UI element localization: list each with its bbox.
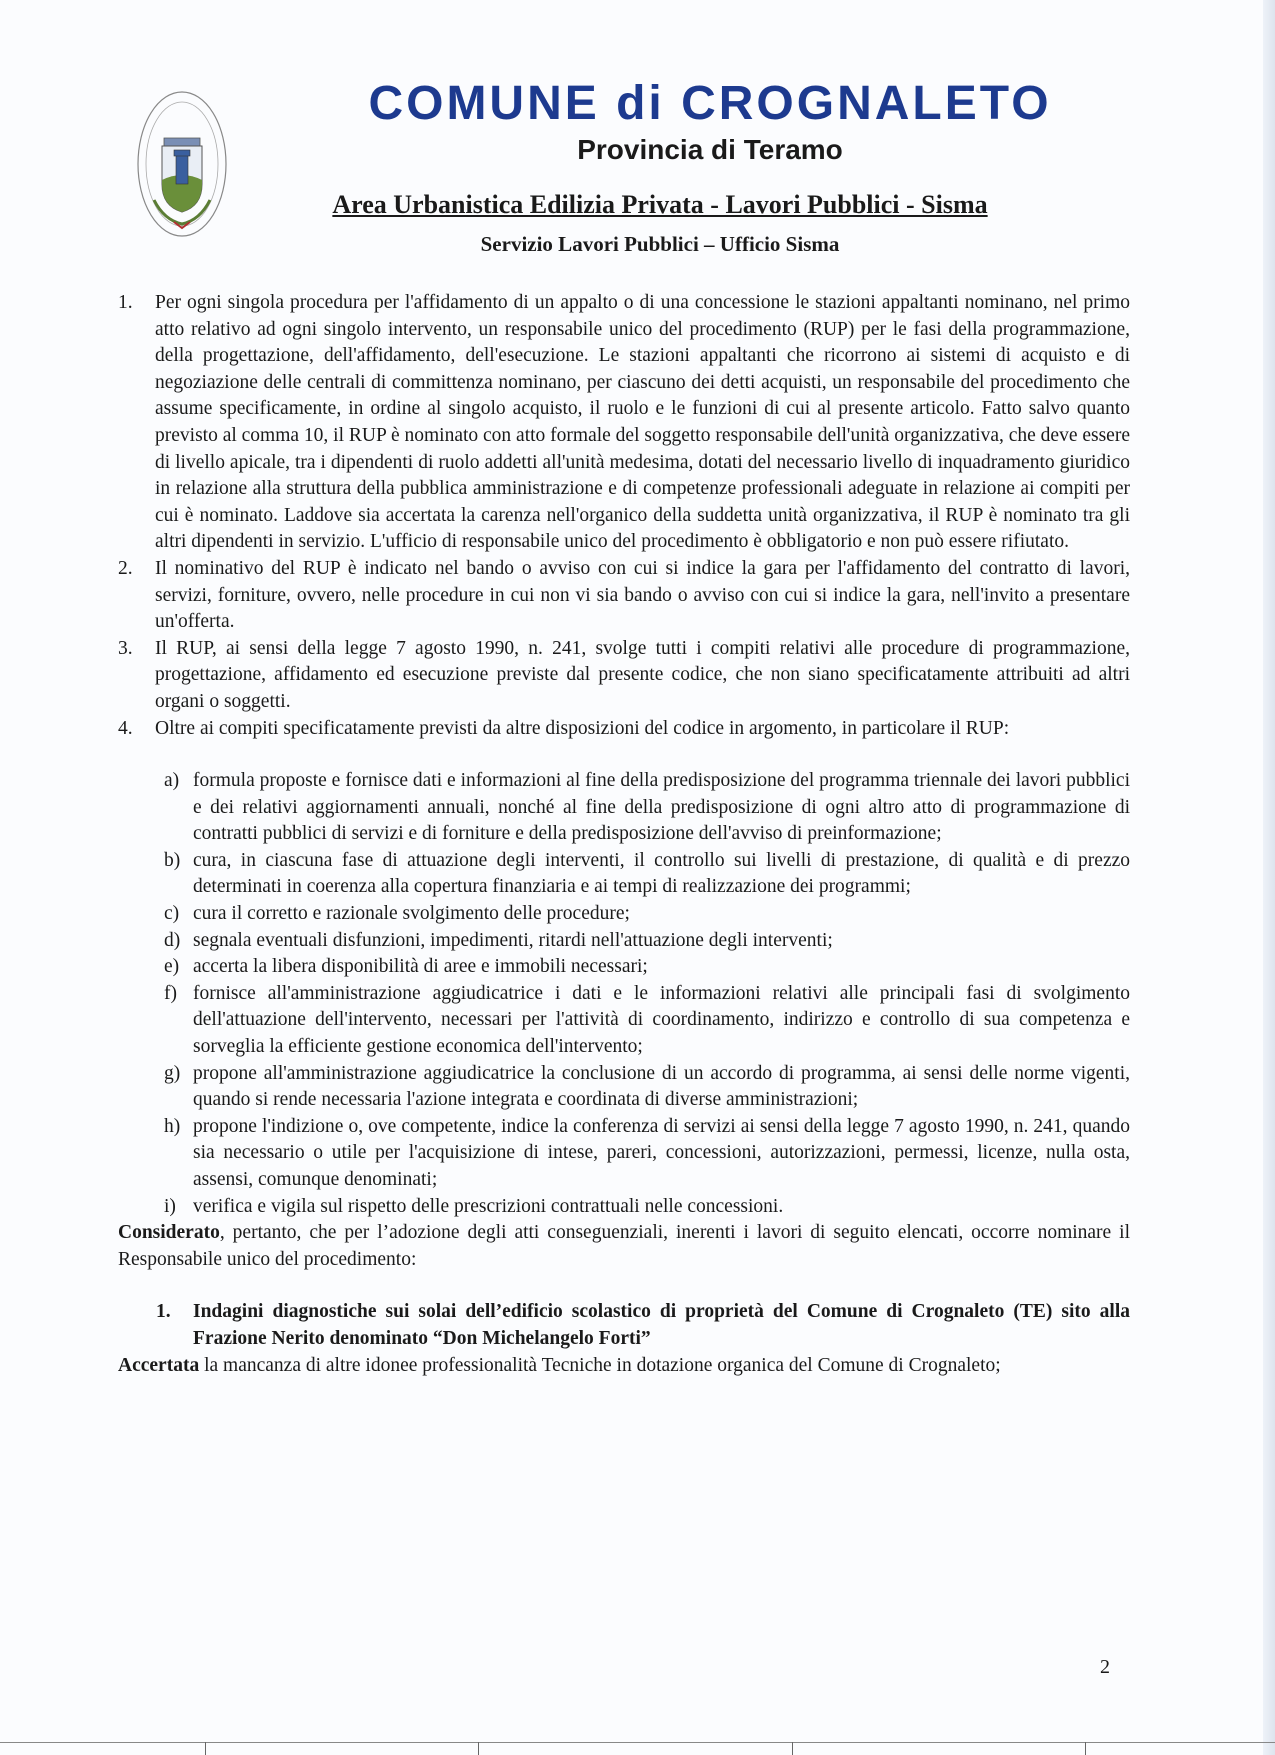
list-text: Oltre ai compiti specificatamente previsti da altre disposizioni del codice in argomento, in particolare il RUP: [155, 717, 1010, 739]
duty-item [164, 1114, 1130, 1194]
list-text: Per ogni singola procedura per l'affidamento di un appalto o di una concessione le stazioni appaltanti nominano, nel primo atto relativo ad ogni singolo intervento, un responsabile unico del procedimento (RUP) per le fasi della programmazione, della progettazione, dell'affidamento, dell'esecuzione. Le stazioni appaltanti che ricorrono ai sistemi di acquisto e di negoziazione delle centrali di committenza nominano, per ciascuno dei detti acquisti, un responsabile del procedimento che assume specificamente, in ordine al singolo acquisto, il ruolo e le funzioni di cui al presente articolo. Fatto salvo quanto previsto al comma 10, il RUP è nominato con atto formale del soggetto responsabile dell'unità organizzativa, che deve essere di livello apicale, tra i dipendenti di ruolo addetti all'unità medesima, dotati del necessario livello di inquadramento giuridico in relazione alla struttura della pubblica amministrazione e di competenze professionali adeguate in relazione ai compiti per cui è nominato. Laddove sia accertata la carenza nell'organico della suddetta unità organizzativa, il RUP è nominato tra gli altri dipendenti in servizio. L'ufficio di responsabile unico del procedimento è obbligatorio e non può essere rifiutato. [155, 292, 1130, 553]
duty-item [164, 768, 1130, 848]
duty-letter: g) [164, 1062, 181, 1084]
work-text: Indagini diagnostiche sui solai dell’edificio scolastico di proprietà del Comune di Crognaleto (TE) sito alla Frazione Nerito denominato “Don Michelangelo Forti” [193, 1301, 1130, 1349]
list-text: Il nominativo del RUP è indicato nel bando o avviso con cui si indice la gara per l'affidamento del contratto di lavori, servizi, forniture, ovvero, nelle procedure in cui non vi sia bando o avviso con cui si indice la gara, nell'invito a presentare un'offerta. [155, 557, 1130, 633]
duty-text: segnala eventuali disfunzioni, impedimenti, ritardi nell'attuazione degli interventi; [193, 929, 833, 951]
duty-item [164, 954, 1130, 981]
duty-item [164, 1061, 1130, 1114]
municipal-coat-of-arms-icon [136, 90, 228, 238]
department-area: Area Urbanistica Edilizia Privata - Lavori Pubblici - Sisma [332, 190, 988, 219]
duty-letter: c) [164, 903, 180, 925]
list-number: 2. [118, 557, 133, 579]
duty-text: fornisce all'amministrazione aggiudicatrice i dati e le informazioni relativi alle principali fasi di svolgimento dell'attuazione dell'intervento, necessari per l'attività di coordinamento, indirizzo e controllo di sua competenza e sorveglia la efficiente gestione economica dell'intervento; [193, 982, 1130, 1058]
work-number: 1. [156, 1301, 171, 1323]
duty-letter: b) [164, 849, 181, 871]
duty-text: cura, in ciascuna fase di attuazione degli interventi, il controllo sui livelli di prestazione, di qualità e di prezzo determinati in coerenza alla copertura finanziaria e ai tempi di realizzazione dei programmi; [193, 849, 1130, 898]
work-item [156, 1299, 1130, 1352]
rup-duties-list [118, 768, 1130, 1220]
list-item [118, 716, 1130, 743]
accertata-paragraph [118, 1353, 1130, 1380]
duty-item [164, 1194, 1130, 1221]
province-subtitle: Provincia di Teramo [577, 134, 843, 165]
service-office: Servizio Lavori Pubblici – Ufficio Sisma [480, 232, 840, 256]
duty-item [164, 981, 1130, 1061]
list-text: Il RUP, ai sensi della legge 7 agosto 1990, n. 241, svolge tutti i compiti relativi alle procedure di programmazione, progettazione, affidamento ed esecuzione previste dal presente codice, che non siano specificatamente attribuiti ad altri organi o soggetti. [155, 637, 1130, 712]
document-body [118, 290, 1130, 1379]
letterhead [0, 70, 1275, 270]
list-number: 4. [118, 717, 133, 739]
duty-text: accerta la libera disponibilità di aree e immobili necessari; [193, 956, 648, 978]
duty-text: verifica e vigila sul rispetto delle prescrizioni contrattuali nelle concessioni. [193, 1195, 784, 1217]
accertata-text: la mancanza di altre idonee professionalità Tecniche in dotazione organica del Comune di Crognaleto; [199, 1354, 1001, 1376]
considerato-keyword: Considerato [118, 1222, 220, 1244]
duty-text: propone l'indizione o, ove competente, indice la conferenza di servizi ai sensi della legge 7 agosto 1990, n. 241, quando sia necessario o utile per l'acquisizione di intese, pareri, concessioni, autorizzazioni, permessi, licenze, nulla osta, assensi, comunque denominati; [193, 1115, 1130, 1190]
works-list [118, 1299, 1130, 1352]
accertata-keyword: Accertata [118, 1354, 200, 1376]
duty-letter: e) [164, 956, 180, 978]
duty-text: cura il corretto e razionale svolgimento delle procedure; [193, 903, 630, 925]
list-number: 3. [118, 637, 133, 659]
duty-letter: a) [164, 770, 180, 792]
duty-item [164, 928, 1130, 955]
list-number: 1. [118, 292, 133, 313]
considerato-text: , pertanto, che per l’adozione degli atti conseguenziali, inerenti i lavori di seguito elencati, occorre nominare il Responsabile unico del procedimento: [118, 1222, 1130, 1270]
scan-footer-rule [0, 1742, 1275, 1743]
list-item [118, 290, 1130, 556]
duty-text: formula proposte e fornisce dati e informazioni al fine della predisposizione del programma triennale dei lavori pubblici e dei relativi aggiornamenti annuali, nonché al fine della predisposizione di ogni altro atto di programmazione di contratti pubblici di servizi e di forniture e della predisposizione dell'avviso di preinformazione; [193, 770, 1130, 845]
list-item [118, 556, 1130, 636]
page-number: 2 [1100, 1656, 1110, 1678]
duty-letter: f) [164, 982, 177, 1004]
considerato-paragraph [118, 1220, 1130, 1273]
duty-item [164, 901, 1130, 928]
duty-letter: h) [164, 1115, 181, 1137]
duty-item [164, 848, 1130, 901]
duty-letter: i) [164, 1195, 176, 1217]
duty-text: propone all'amministrazione aggiudicatrice la conclusione di un accordo di programma, ai sensi delle norme vigenti, quando si rende necessaria l'azione integrata e coordinata di diverse amministrazioni; [193, 1062, 1130, 1111]
municipality-title: COMUNE di CROGNALETO [368, 77, 1052, 130]
duty-letter: d) [164, 929, 181, 951]
list-item [118, 636, 1130, 716]
